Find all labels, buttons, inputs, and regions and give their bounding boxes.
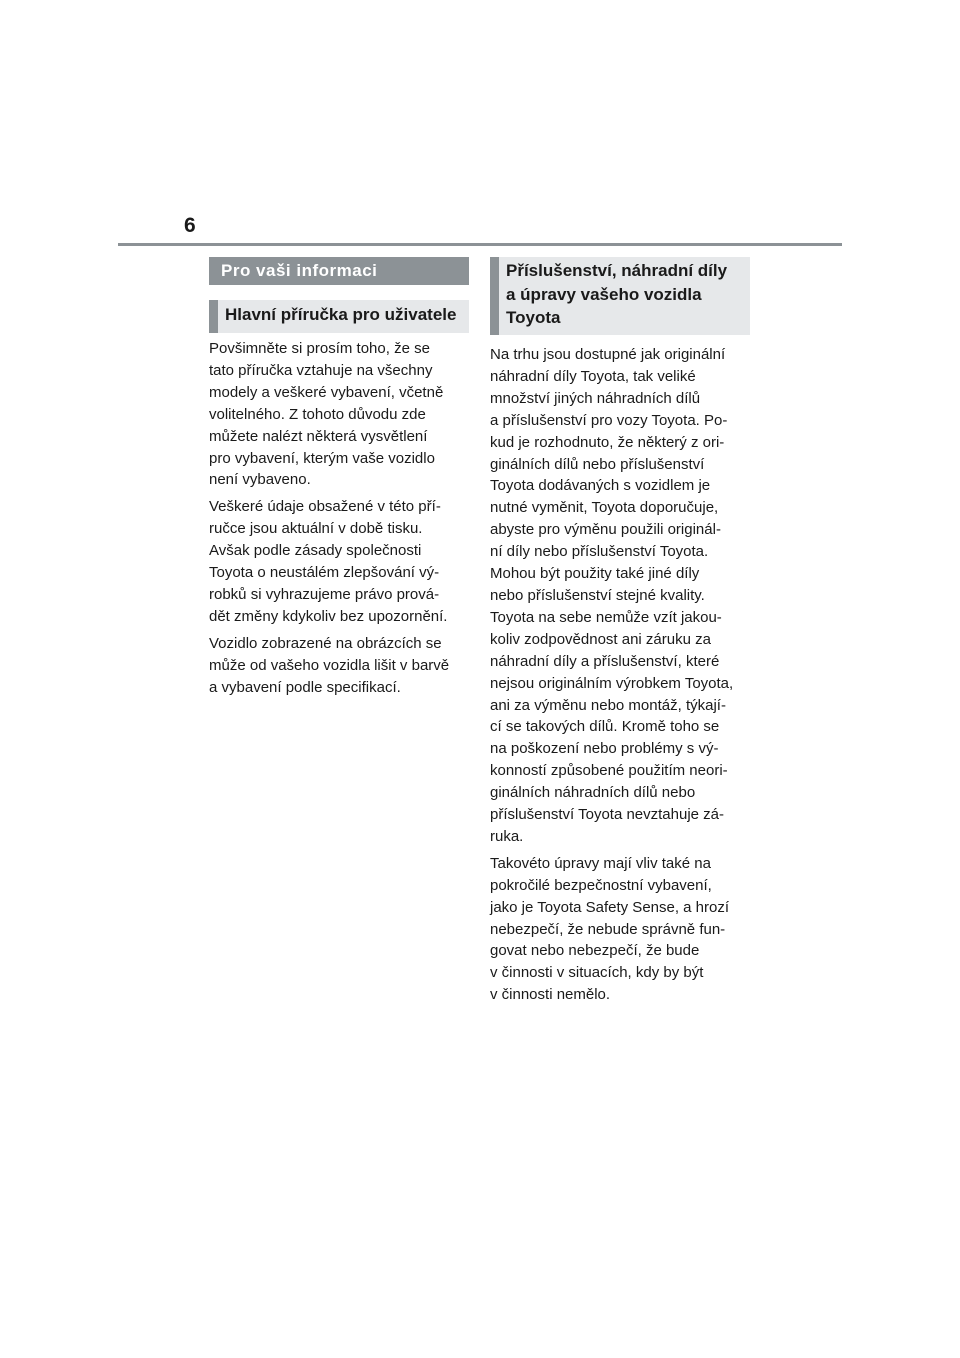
left-column	[209, 257, 469, 704]
text-line: ginálních dílů nebo příslušenství	[490, 455, 705, 473]
text-line: pokročilé bezpečnostní vybavení,	[490, 876, 712, 894]
text-line: nutné vyměnit, Toyota doporučuje,	[490, 499, 719, 517]
text-line: můžete nalézt některá vysvětlení	[209, 427, 428, 445]
text-line: není vybaveno.	[209, 471, 311, 489]
text-line: nebezpečí, že nebude správně fun-	[490, 920, 726, 938]
text-line: ručce jsou aktuální v době tisku.	[209, 520, 423, 538]
text-line: množství jiných náhradních dílů	[490, 389, 701, 407]
section-title-bar: Pro vaši informaci	[209, 257, 469, 285]
paragraph	[490, 344, 750, 848]
text-line: Toyota dodávaných s vozidlem je	[490, 477, 711, 495]
right-column	[490, 257, 750, 1011]
text-line: robků si vyhrazujeme právo prová-	[209, 585, 440, 603]
text-line: abyste pro výměnu použili originál-	[490, 521, 721, 539]
subheading-accessories	[490, 257, 750, 335]
text-line: Takovéto úpravy mají vliv také na	[490, 854, 711, 872]
text-line: volitelného. Z tohoto důvodu zde	[209, 405, 426, 423]
text-line: příslušenství Toyota nevztahuje zá-	[490, 806, 725, 824]
text-line: modely a veškeré vybavení, včetně	[209, 383, 444, 401]
right-text-block	[490, 344, 750, 1006]
text-line: ní díly nebo příslušenství Toyota.	[490, 543, 709, 561]
subheading-line: Příslušenství, náhradní díly	[506, 261, 728, 280]
text-line: Mohou být použity také jiné díly	[490, 565, 700, 583]
text-line: v činnosti nemělo.	[490, 986, 611, 1004]
page-number: 6	[184, 214, 196, 237]
text-line: tato příručka vztahuje na všechny	[209, 361, 433, 379]
text-line: a příslušenství pro vozy Toyota. Po-	[490, 411, 728, 429]
subheading-line: a úpravy vašeho vozidla	[506, 284, 702, 304]
text-line: ginálních náhradních dílů nebo	[490, 784, 696, 802]
text-line: Na trhu jsou dostupné jak originální	[490, 346, 726, 363]
text-line: náhradní díly a příslušenství, které	[490, 652, 720, 670]
text-line: Povšimněte si prosím toho, že se	[209, 340, 430, 357]
text-line: dět změny kdykoliv bez upozornění.	[209, 607, 448, 625]
text-line: v činnosti v situacích, kdy by být	[490, 964, 704, 982]
text-line: Avšak podle zásady společnosti	[209, 542, 422, 560]
text-line: konností způsobené použitím neori-	[490, 762, 728, 780]
text-line: pro vybavení, kterým vaše vozidlo	[209, 449, 435, 467]
text-line: cí se takových dílů. Kromě toho se	[490, 718, 720, 736]
text-line: jako je Toyota Safety Sense, a hrozí	[490, 898, 730, 916]
text-line: govat nebo nebezpečí, že bude	[490, 942, 700, 960]
header-rule	[118, 243, 842, 246]
text-line: nebo příslušenství stejné kvality.	[490, 586, 705, 604]
left-text-block	[209, 338, 469, 699]
text-line: Toyota o neustálém zlepšování vý-	[209, 564, 440, 582]
text-line: a vybavení podle specifikací.	[209, 678, 401, 696]
text-line: Toyota na sebe nemůže vzít jakou-	[490, 608, 722, 626]
text-line: Veškeré údaje obsažené v této pří-	[209, 498, 441, 516]
paragraph	[209, 338, 469, 491]
subheading-user-manual: Hlavní příručka pro uživatele	[209, 300, 469, 333]
text-line: ani za výměnu nebo montáž, týkají-	[490, 696, 726, 714]
text-line: koliv zodpovědnost ani záruku za	[490, 630, 711, 648]
subheading-line: Toyota	[506, 308, 561, 327]
text-line: náhradní díly Toyota, tak veliké	[490, 367, 696, 385]
paragraph	[490, 853, 750, 1006]
text-line: může od vašeho vozidla lišit v barvě	[209, 656, 450, 674]
paragraph	[209, 496, 469, 627]
paragraph	[209, 633, 469, 699]
text-line: ruka.	[490, 827, 524, 845]
text-line: Vozidlo zobrazené na obrázcích se	[209, 634, 442, 652]
text-line: kud je rozhodnuto, že některý z ori-	[490, 433, 725, 451]
text-line: na poškození nebo problémy s vý-	[490, 740, 719, 758]
text-line: nejsou originálním výrobkem Toyota,	[490, 674, 734, 692]
